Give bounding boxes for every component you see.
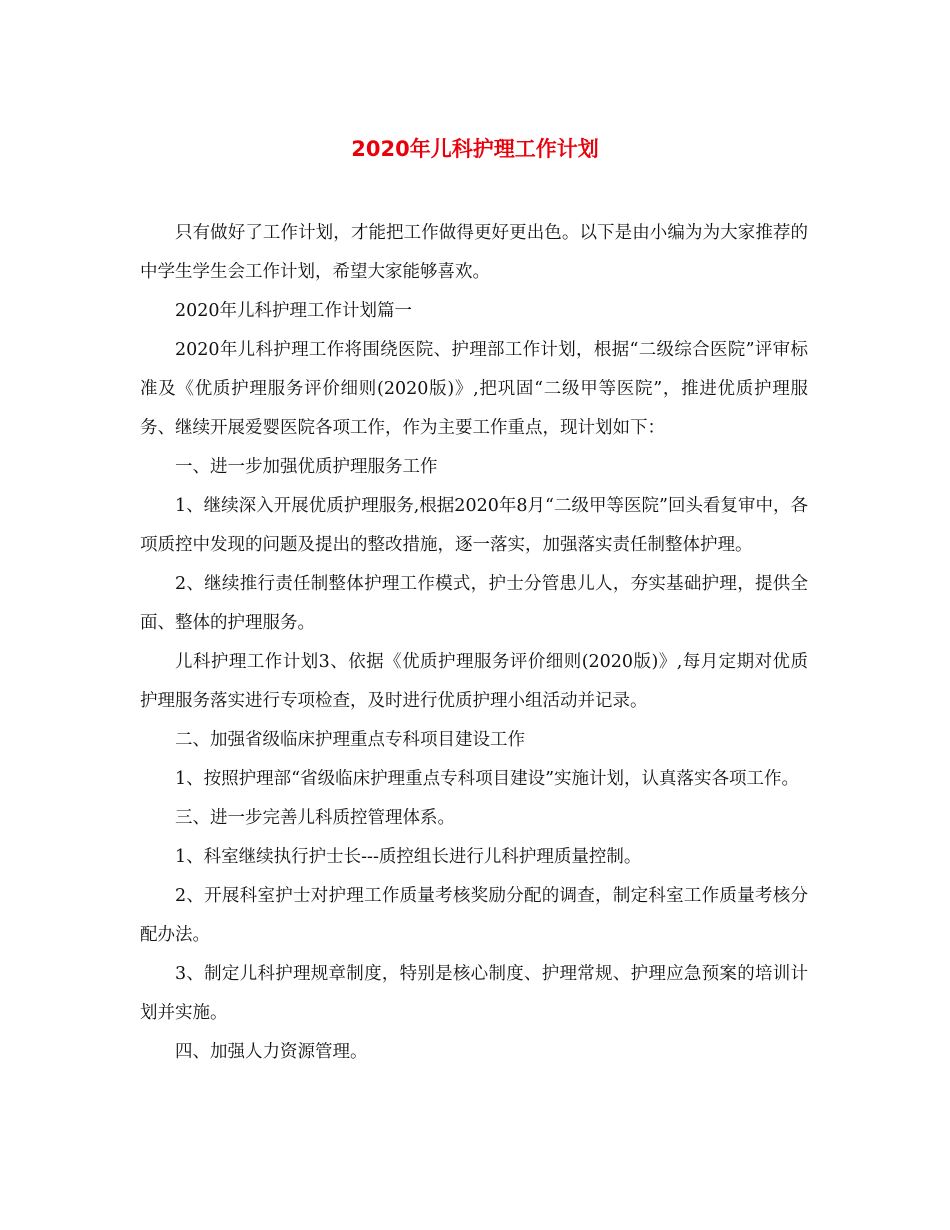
paragraph-item: 1、科室继续执行护士长---质控组长进行儿科护理质量控制。: [175, 847, 642, 867]
paragraph-item: 2、继续推行责任制整体护理工作模式，护士分管患儿人，夯实基础护理，提供全面、整体的护理服务。: [140, 574, 808, 633]
paragraph-subtitle: 2020年儿科护理工作计划篇一: [175, 301, 413, 321]
section-heading-4: 四、加强人力资源管理。: [175, 1042, 368, 1062]
document-body: [140, 214, 808, 1072]
document-title: 2020年儿科护理工作计划: [351, 137, 599, 161]
paragraph-item: 1、按照护理部“省级临床护理重点专科项目建设”实施计划，认真落实各项工作。: [175, 769, 800, 789]
paragraph-overview: 2020年儿科护理工作将围绕医院、护理部工作计划，根据“二级综合医院”评审标准及《优质护理服务评价细则(2020版)》,把巩固“二级甲等医院”，推进优质护理服务、继续开展爱婴医院各项工作，作为主要工作重点，现计划如下：: [140, 340, 808, 438]
paragraph-item: 3、制定儿科护理规章制度，特别是核心制度、护理常规、护理应急预案的培训计划并实施。: [140, 964, 808, 1023]
section-heading-1: 一、进一步加强优质护理服务工作: [175, 457, 438, 477]
paragraph-item: 儿科护理工作计划3、依据《优质护理服务评价细则(2020版)》,每月定期对优质护理服务落实进行专项检查，及时进行优质护理小组活动并记录。: [140, 652, 808, 711]
section-heading-2: 二、加强省级临床护理重点专科项目建设工作: [175, 730, 525, 750]
paragraph-item: 1、继续深入开展优质护理服务,根据2020年8月“二级甲等医院”回头看复审中，各项质控中发现的问题及提出的整改措施，逐一落实，加强落实责任制整体护理。: [140, 496, 808, 555]
section-heading-3: 三、进一步完善儿科质控管理体系。: [175, 808, 455, 828]
paragraph-intro: 只有做好了工作计划，才能把工作做得更好更出色。以下是由小编为为大家推荐的中学生学生会工作计划，希望大家能够喜欢。: [140, 223, 808, 282]
paragraph-item: 2、开展科室护士对护理工作质量考核奖励分配的调查，制定科室工作质量考核分配办法。: [140, 886, 808, 945]
